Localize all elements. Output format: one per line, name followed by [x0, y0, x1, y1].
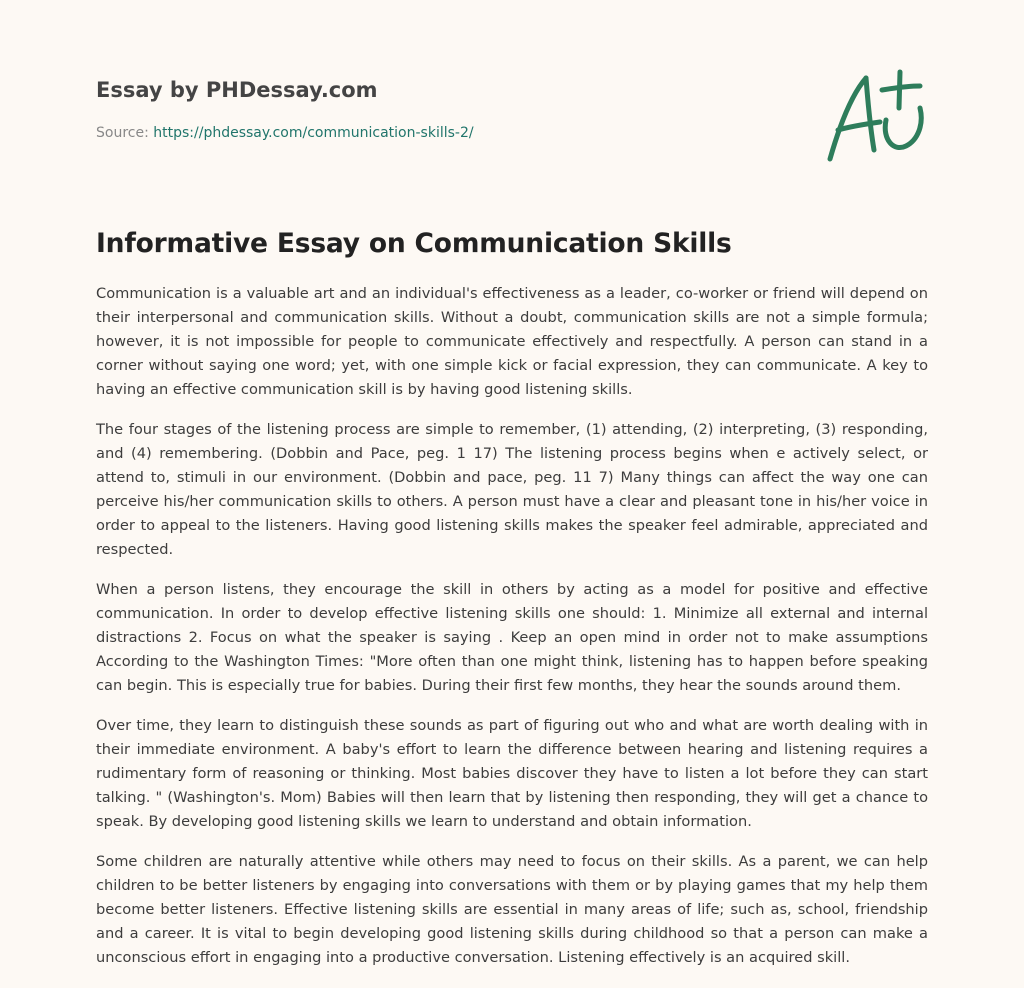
- a-plus-grade-icon: [820, 64, 932, 168]
- source-label: Source:: [96, 125, 149, 141]
- essay-paragraph-5: Some children are naturally attentive while others may need to focus on their skills. As a parent, we can help children to be better listeners by engaging into conversations with them or by playing games that my help them become better listeners. Effective listening skills are essential in many areas of life; such as, school, friendship and a career. It is vital to begin developing good listening skills during childhood so that a person can make a unconscious effort in engaging into a productive conversation. Listening effectively is an acquired skill.: [96, 853, 928, 966]
- source-line: [96, 124, 796, 142]
- essay-paragraph-2: The four stages of the listening process are simple to remember, (1) attending, (2) interpreting, (3) responding, and (4) remembering. (Dobbin and Pace, peg. 1 17) The listening process begins when e actively select, or attend to, stimuli in our environment. (Dobbin and pace, peg. 11 7) Many things can affect the way one can perceive his/her communication skills to others. A person must have a clear and pleasant tone in his/her voice in order to appeal to the listeners. Having good listening skills makes the speaker feel admirable, appreciated and respected.: [96, 421, 928, 558]
- site-title: Essay by PHDessay.com: [96, 78, 378, 102]
- essay: [96, 224, 928, 986]
- source-link[interactable]: https://phdessay.com/communication-skills-2/: [153, 125, 474, 141]
- essay-paragraph-3: When a person listens, they encourage the skill in others by acting as a model for positive and effective communication. In order to develop effective listening skills one should: 1. Minimize all external and internal distractions 2. Focus on what the speaker is saying . Keep an open mind in order not to make assumptions According to the Washington Times: "More often than one might think, listening has to happen before speaking can begin. This is especially true for babies. During their first few months, they hear the sounds around them.: [96, 581, 928, 694]
- page-header: [96, 76, 796, 142]
- essay-paragraph-4: Over time, they learn to distinguish these sounds as part of figuring out who and what are worth dealing with in their immediate environment. A baby's effort to learn the difference between hearing and listening requires a rudimentary form of reasoning or thinking. Most babies discover they have to listen a lot before they can start talking. " (Washington's. Mom) Babies will then learn that by listening then responding, they will get a chance to speak. By developing good listening skills we learn to understand and obtain information.: [96, 717, 928, 830]
- essay-title: Informative Essay on Communication Skills: [96, 228, 732, 259]
- essay-paragraph-1: Communication is a valuable art and an individual's effectiveness as a leader, co-worker or friend will depend on their interpersonal and communication skills. Without a doubt, communication skills are not a simple formula; however, it is not impossible for people to communicate effectively and respectfully. A person can stand in a corner without saying one word; yet, with one simple kick or facial expression, they can communicate. A key to having an effective communication skill is by having good listening skills.: [96, 285, 928, 398]
